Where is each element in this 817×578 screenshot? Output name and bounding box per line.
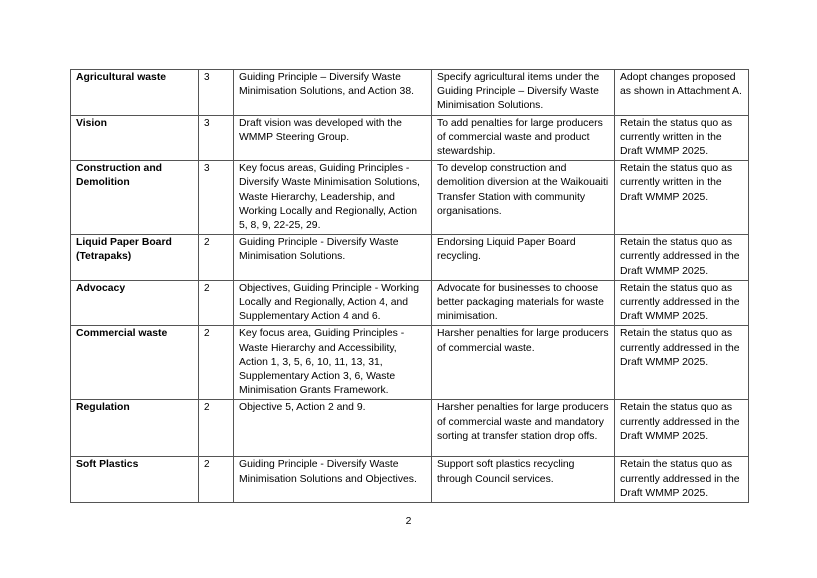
topic-cell: Liquid Paper Board (Tetrapaks) [71, 235, 199, 281]
topic-cell: Vision [71, 115, 199, 161]
summary-cell: Harsher penalties for large producers of commercial waste. [432, 326, 615, 400]
count-cell: 2 [199, 400, 234, 457]
summary-cell: Advocate for businesses to choose better packaging materials for waste minimisation. [432, 280, 615, 326]
count-cell: 2 [199, 326, 234, 400]
recommendation-cell: Retain the status quo as currently addressed in the Draft WMMP 2025. [615, 280, 749, 326]
topic-cell: Advocacy [71, 280, 199, 326]
summary-cell: Specify agricultural items under the Guiding Principle – Diversify Waste Minimisation Solutions. [432, 70, 615, 116]
count-cell: 3 [199, 70, 234, 116]
count-cell: 2 [199, 280, 234, 326]
summary-cell: Endorsing Liquid Paper Board recycling. [432, 235, 615, 281]
table-row [71, 161, 749, 235]
topic-cell: Regulation [71, 400, 199, 457]
recommendation-cell: Adopt changes proposed as shown in Attachment A. [615, 70, 749, 116]
recommendation-cell: Retain the status quo as currently addressed in the Draft WMMP 2025. [615, 457, 749, 503]
table-row [71, 235, 749, 281]
recommendation-cell: Retain the status quo as currently addressed in the Draft WMMP 2025. [615, 326, 749, 400]
reference-cell: Guiding Principle - Diversify Waste Minimisation Solutions and Objectives. [234, 457, 432, 503]
topic-cell: Soft Plastics [71, 457, 199, 503]
recommendation-cell: Retain the status quo as currently addressed in the Draft WMMP 2025. [615, 400, 749, 457]
table-body [71, 70, 749, 503]
count-cell: 2 [199, 457, 234, 503]
reference-cell: Key focus areas, Guiding Principles - Diversify Waste Minimisation Solutions, Waste Hierarchy, Leadership, and Working Locally and Regionally, Action 5, 8, 9, 22-25, 29. [234, 161, 432, 235]
topic-cell: Commercial waste [71, 326, 199, 400]
count-cell: 3 [199, 115, 234, 161]
summary-cell: Support soft plastics recycling through Council services. [432, 457, 615, 503]
table-row [71, 280, 749, 326]
page-number: 2 [405, 516, 412, 527]
summary-cell: Harsher penalties for large producers of commercial waste and mandatory sorting at transfer station drop offs. [432, 400, 615, 457]
reference-cell: Guiding Principle - Diversify Waste Minimisation Solutions. [234, 235, 432, 281]
count-cell: 2 [199, 235, 234, 281]
table-row [71, 400, 749, 457]
table-row [71, 70, 749, 116]
summary-cell: To develop construction and demolition diversion at the Waikouaiti Transfer Station with community organisations. [432, 161, 615, 235]
recommendation-cell: Retain the status quo as currently addressed in the Draft WMMP 2025. [615, 235, 749, 281]
table-row [71, 457, 749, 503]
submissions-table [70, 69, 749, 503]
reference-cell: Key focus area, Guiding Principles - Waste Hierarchy and Accessibility, Action 1, 3, 5, 6, 10, 11, 13, 31, Supplementary Action 3, 6, Waste Minimisation Grants Framework. [234, 326, 432, 400]
recommendation-cell: Retain the status quo as currently written in the Draft WMMP 2025. [615, 161, 749, 235]
table-row [71, 115, 749, 161]
recommendation-cell: Retain the status quo as currently written in the Draft WMMP 2025. [615, 115, 749, 161]
reference-cell: Draft vision was developed with the WMMP Steering Group. [234, 115, 432, 161]
topic-cell: Agricultural waste [71, 70, 199, 116]
reference-cell: Objectives, Guiding Principle - Working Locally and Regionally, Action 4, and Supplementary Action 4 and 6. [234, 280, 432, 326]
topic-cell: Construction and Demolition [71, 161, 199, 235]
count-cell: 3 [199, 161, 234, 235]
summary-cell: To add penalties for large producers of commercial waste and product stewardship. [432, 115, 615, 161]
reference-cell: Objective 5, Action 2 and 9. [234, 400, 432, 457]
reference-cell: Guiding Principle – Diversify Waste Minimisation Solutions, and Action 38. [234, 70, 432, 116]
table-row [71, 326, 749, 400]
